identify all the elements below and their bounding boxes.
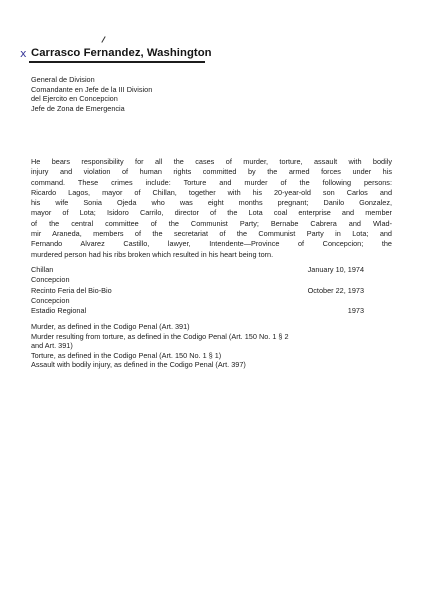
paragraph-line: mayor of Lota; Isidoro Carrilo, director of the Lota coal enterprise and member: [31, 208, 392, 218]
paragraph-line: injury and violation of human rights committed by the armed forces under his: [31, 167, 392, 177]
place-row: [31, 306, 364, 316]
legal-charges: [31, 322, 393, 370]
margin-mark: x: [20, 47, 27, 60]
accent-mark: [101, 36, 105, 43]
paragraph-line: command. These crimes include: Torture and murder of the following persons:: [31, 177, 392, 187]
charge-line: Murder, as defined in the Codigo Penal (Art. 391): [31, 322, 190, 331]
place-row: [31, 296, 364, 306]
name-underline: [29, 61, 205, 63]
place-row: [31, 286, 364, 296]
title-line: del Ejercito en Concepcion: [31, 94, 118, 103]
paragraph-line: murdered person had his ribs broken which resulted in his heart being torn.: [31, 249, 274, 259]
place-name: Chillan: [31, 265, 54, 274]
paragraph-line: of the central committee of the Communist Party; Bernabe Cabrera and Wlad-: [31, 218, 392, 228]
charge-line: and Art. 391): [31, 341, 73, 350]
paragraph-line: his wife Sonia Ojeda who was eight months pregnant; Danilo Gonzalez,: [31, 198, 392, 208]
person-name: Carrasco Fernandez, Washington: [31, 47, 212, 59]
places-and-dates: [31, 265, 364, 316]
charge-line: Torture, as defined in the Codigo Penal (Art. 150 No. 1 § 1): [31, 350, 222, 360]
rank-and-position: [31, 75, 152, 113]
title-line: Comandante en Jefe de la III Division: [31, 84, 153, 94]
place-name: Concepcion: [31, 295, 70, 305]
place-row: [31, 275, 364, 285]
paragraph-line: Fernando Alvarez Castillo, lawyer, Intendente—Province of Concepcion; the: [31, 239, 392, 249]
event-date: 1973: [347, 306, 364, 316]
charge-line: Assault with bodily injury, as defined in the Codigo Penal (Art. 397): [31, 360, 246, 369]
place-name: Estadio Regional: [31, 306, 87, 316]
responsibility-paragraph: [31, 157, 392, 260]
charge-line: Murder resulting from torture, as defined in the Codigo Penal (Art. 150 No. 1 § 2: [31, 331, 289, 341]
event-date: January 10, 1974: [307, 265, 364, 274]
event-date: October 22, 1973: [307, 285, 364, 295]
paragraph-line: mir Araneda, members of the secretariat of the Communist Party in Lota; and: [31, 229, 392, 239]
place-name: Recinto Feria del Bio-Bio: [31, 285, 112, 295]
paragraph-line: Ricardo Lagos, mayor of Chillan, together with his 20-year-old son Carlos and: [31, 187, 392, 197]
paragraph-line: He bears responsibility for all the cases of murder, torture, assault with bodily: [31, 157, 392, 166]
place-row: [31, 265, 364, 275]
title-line: Jefe de Zona de Emergencia: [31, 103, 125, 113]
place-name: Concepcion: [31, 275, 70, 285]
title-line: General de Division: [31, 75, 95, 84]
